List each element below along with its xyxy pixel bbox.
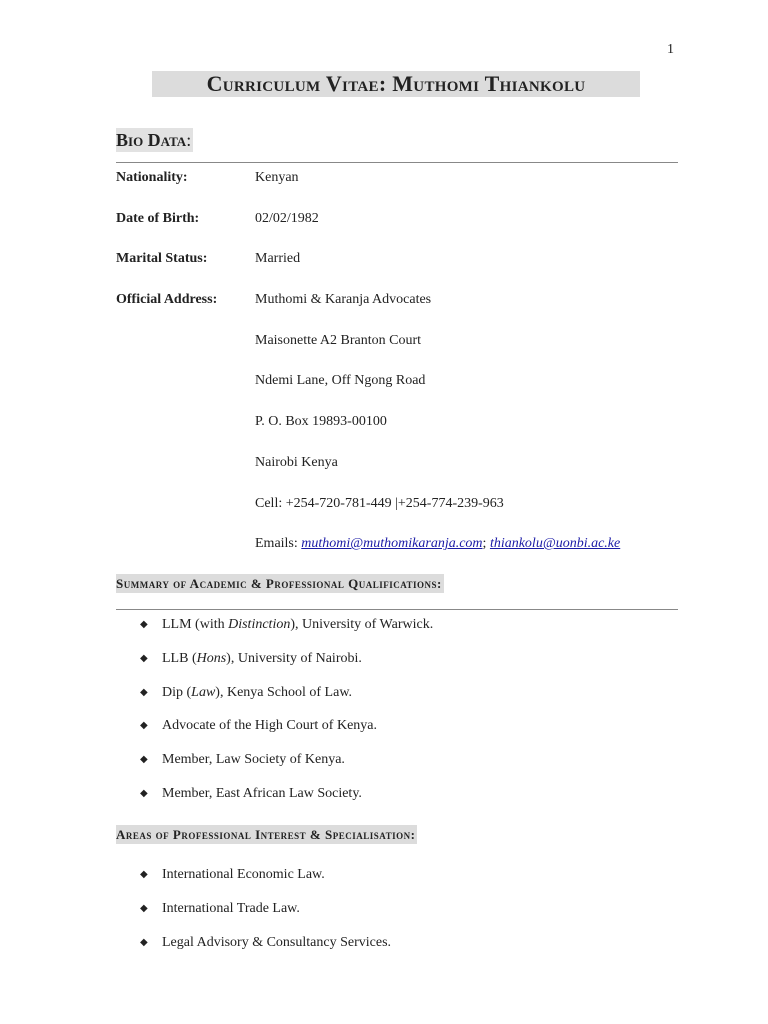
- bio-data-heading: [116, 128, 193, 152]
- qualification-text-emphasis: Distinction: [228, 617, 291, 632]
- bio-data-table: [116, 170, 676, 577]
- date-of-birth-value: 02/02/1982: [255, 210, 319, 226]
- diamond-bullet-icon: ◆: [140, 936, 148, 948]
- qualification-text-part: Member, Law Society of Kenya.: [162, 752, 345, 768]
- address-row: [116, 414, 676, 455]
- interest-text: International Trade Law.: [162, 900, 300, 916]
- marital-status-label: Marital Status:: [116, 251, 208, 267]
- cell-numbers: Cell: +254-720-781-449 |+254-774-239-963: [255, 495, 504, 511]
- address-line: Maisonette A2 Branton Court: [255, 332, 422, 348]
- cell-row: [116, 496, 676, 537]
- document-title: Curriculum Vitae: Muthomi Thiankolu: [152, 71, 640, 97]
- section-divider: [116, 609, 678, 610]
- qualification-text-part: LLB (: [162, 650, 197, 666]
- bio-data-heading-colon: :: [186, 130, 192, 150]
- address-row: [116, 333, 676, 374]
- qualification-text-part: Member, East African Law Society.: [162, 785, 362, 801]
- qualification-text: [162, 684, 352, 702]
- address-line: Nairobi Kenya: [255, 454, 338, 470]
- section-divider: [116, 162, 678, 163]
- nationality-row: [116, 170, 676, 211]
- qualification-item: [140, 684, 660, 718]
- qualifications-list: [140, 616, 660, 819]
- address-line: Ndemi Lane, Off Ngong Road: [255, 373, 426, 389]
- qualification-item: [140, 785, 660, 819]
- interest-item: [140, 866, 660, 900]
- interests-heading: Areas of Professional Interest & Specialisation:: [116, 827, 416, 842]
- diamond-bullet-icon: ◆: [140, 869, 148, 880]
- qualification-text-part: Advocate of the High Court of Kenya.: [162, 718, 377, 734]
- qualification-text-part: ), University of Nairobi.: [226, 650, 362, 666]
- interests-list: [140, 866, 660, 967]
- address-line: P. O. Box 19893-00100: [255, 414, 387, 430]
- diamond-bullet-icon: ◆: [140, 686, 148, 698]
- email-link-university[interactable]: thiankolu@uonbi.ac.ke: [489, 536, 621, 552]
- nationality-value: Kenyan: [255, 170, 299, 185]
- qualification-item: [140, 616, 660, 650]
- qualification-text-emphasis: Hons: [196, 650, 227, 666]
- marital-status-row: [116, 251, 676, 292]
- qualification-text: [162, 650, 362, 668]
- diamond-bullet-icon: ◆: [140, 787, 148, 799]
- diamond-bullet-icon: ◆: [140, 902, 148, 914]
- interest-item: [140, 900, 660, 934]
- bio-data-heading-text: Bio Data: [116, 130, 187, 150]
- page-number: 1: [667, 42, 674, 57]
- diamond-bullet-icon: ◆: [140, 754, 148, 766]
- qualification-text-emphasis: Law: [191, 684, 216, 700]
- interest-text: Legal Advisory & Consultancy Services.: [162, 934, 392, 950]
- emails-line: [255, 536, 620, 552]
- email-link-primary[interactable]: muthomi@muthomikaranja.com: [301, 536, 483, 552]
- official-address-row: [116, 292, 676, 333]
- nationality-label: Nationality:: [116, 170, 188, 185]
- date-of-birth-label: Date of Birth:: [116, 210, 200, 226]
- email-separator: ;: [482, 536, 487, 552]
- qualification-text: [162, 717, 377, 735]
- interest-text: International Economic Law.: [162, 867, 325, 882]
- qualification-text: [162, 616, 433, 634]
- address-row: [116, 455, 676, 496]
- diamond-bullet-icon: ◆: [140, 652, 148, 664]
- diamond-bullet-icon: ◆: [140, 720, 148, 732]
- emails-label: Emails:: [255, 536, 298, 552]
- qualification-text: [162, 751, 345, 769]
- address-line: Muthomi & Karanja Advocates: [255, 292, 432, 308]
- qualification-text: [162, 785, 362, 803]
- marital-status-value: Married: [255, 251, 301, 267]
- qualification-text-part: ), University of Warwick.: [290, 617, 434, 632]
- official-address-label: Official Address:: [116, 292, 218, 308]
- diamond-bullet-icon: ◆: [140, 619, 148, 630]
- qualification-text-part: ), Kenya School of Law.: [215, 684, 353, 700]
- address-row: [116, 373, 676, 414]
- qualifications-heading: Summary of Academic & Professional Qualifications:: [116, 576, 442, 591]
- qualification-item: [140, 751, 660, 785]
- qualification-item: [140, 717, 660, 751]
- date-of-birth-row: [116, 211, 676, 252]
- emails-row: [116, 536, 676, 577]
- qualification-item: [140, 650, 660, 684]
- interest-item: [140, 934, 660, 968]
- qualification-text-part: Dip (: [162, 684, 192, 700]
- qualification-text-part: LLM (with: [162, 617, 229, 632]
